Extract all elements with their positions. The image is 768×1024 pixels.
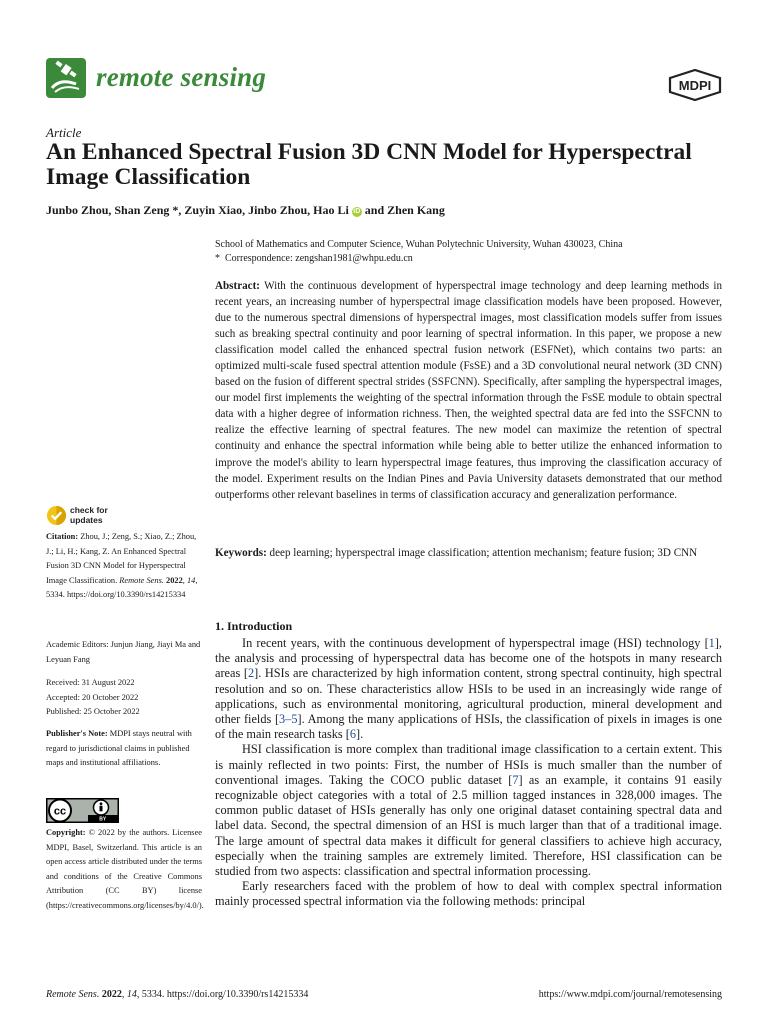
reference-link[interactable]: 6 bbox=[349, 727, 357, 742]
p2-text-b: ] as an example, it contains 91 easily recognizable object categories with a total of 2.5 million tagged instances in 328,000 images. The common public dataset of HSIs generally has only one original dataset containing spectral data and label data. Second, the spectral dimension of an HSI is much larger than that of a traditional image. The large amount of spectral data makes it difficult for general classifiers to achieve high accuracy, especially when the training samples are extremely limited. Therefore, HSI classification can be studied from two aspects: classification and spectral information processing. bbox=[215, 772, 722, 879]
published-date: Published: 25 October 2022 bbox=[46, 707, 140, 717]
check-updates-text bbox=[70, 506, 108, 525]
introduction-body bbox=[215, 636, 722, 910]
cc-by-label: BY bbox=[99, 816, 107, 823]
footer-citation: Remote Sens. 2022, 14, 5334. https://doi.org/10.3390/rs14215334 bbox=[46, 989, 309, 1000]
footer-volume: 14 bbox=[126, 989, 137, 1000]
abstract-label: Abstract: bbox=[215, 280, 260, 292]
p1-text-c: ]. HSIs are characterized by high information content, strong spectral continuity, high spectral resolution and so on. These characteristics allow HSIs to be used in an increasingly wide range of applications, such as environmental monitoring, agricultural production, mineral development and other fields [ bbox=[215, 666, 722, 727]
citation-authors: Zhou, J.; Zeng, S.; Xiao, Z.; Zhou, J.; Li, H.; Kang, Z. An Enhanced Spectral Fusion 3D CNN Model for Hyperspectral Image Classification. bbox=[46, 532, 197, 585]
journal-name: remote sensing bbox=[96, 62, 267, 92]
check-for-updates-badge[interactable] bbox=[46, 505, 126, 527]
cc-label: cc bbox=[53, 805, 67, 818]
correspondence-email[interactable]: Correspondence: zengshan1981@whpu.edu.cn bbox=[225, 253, 413, 264]
publisher-note-label: Publisher's Note: bbox=[46, 729, 108, 738]
footer-journal: Remote Sens. bbox=[46, 989, 100, 1000]
reference-link[interactable]: 2 bbox=[247, 666, 255, 681]
article-title: An Enhanced Spectral Fusion 3D CNN Model for Hyperspectral Image Classification bbox=[46, 139, 692, 190]
publication-dates bbox=[46, 676, 202, 720]
copyright-label: Copyright: bbox=[46, 828, 86, 837]
satellite-logo-icon bbox=[46, 58, 86, 98]
footer-doi[interactable]: , 5334. https://doi.org/10.3390/rs14215334 bbox=[136, 989, 309, 1000]
publisher-note-text: MDPI stays neutral with regard to jurisdictional claims in published maps and institutional affiliations. bbox=[46, 729, 192, 768]
publisher-note bbox=[46, 727, 202, 771]
received-date: Received: 31 August 2022 bbox=[46, 678, 135, 687]
authors-tail: and Zhen Kang bbox=[364, 203, 445, 217]
p1-text-d: ]. Among the many applications of HSIs, the classification of pixels in images is one of the main research tasks [ bbox=[215, 712, 722, 742]
affiliation: School of Mathematics and Computer Science, Wuhan Polytechnic University, Wuhan 430023, China bbox=[215, 239, 623, 250]
correspondence-mark: * bbox=[215, 253, 220, 264]
keywords-text: deep learning; hyperspectral image classification; attention mechanism; feature fusion; 3D CNN bbox=[269, 547, 698, 559]
citation-year: 2022 bbox=[166, 575, 183, 585]
check-updates-line2: updates bbox=[70, 514, 103, 525]
check-updates-line1: check for bbox=[70, 505, 108, 515]
academic-editors: Academic Editors: Junjun Jiang, Jiayi Ma and Leyuan Fang bbox=[46, 640, 201, 664]
correspondence bbox=[215, 253, 413, 264]
mdpi-logo-icon bbox=[668, 69, 722, 101]
keywords-label: Keywords: bbox=[215, 547, 267, 559]
footer-journal-url[interactable]: https://www.mdpi.com/journal/remotesensing bbox=[538, 989, 722, 1000]
citation-volume: 14 bbox=[186, 575, 196, 585]
reference-link[interactable]: 7 bbox=[512, 772, 519, 787]
p1-text-b: ], the analysis and processing of hyperspectral data has become one of the hotspots in many research areas [ bbox=[215, 636, 722, 681]
copyright bbox=[46, 826, 202, 914]
citation-journal: Remote Sens. bbox=[119, 575, 164, 585]
orcid-icon[interactable]: iD bbox=[353, 208, 361, 215]
accepted-date: Accepted: 20 October 2022 bbox=[46, 692, 139, 702]
citation: Citation: Zhou, J.; Zeng, S.; Xiao, Z.; Zhou, J.; Li, H.; Kang, Z. An Enhanced Spectral Fusion 3D CNN Model for Hyperspectral Image Classification. Remote Sens. 2022, 14, 5334. https://doi.org/10.3390/rs14215334 bbox=[46, 532, 198, 600]
citation-doi[interactable]: 5334. https://doi.org/10.3390/rs14215334 bbox=[46, 590, 186, 600]
intro-paragraph-2 bbox=[215, 742, 722, 879]
abstract-text: With the continuous development of hyperspectral image technology and deep learning methods in recent years, an increasing number of hyperspectral image classification models have been proposed. However, due to the numerous spectral dimensions of hyperspectral images, most classification models suffer from issues such as breaking spectral continuity and poor learning of spectral information. In this paper, we propose a new classification model called the enhanced spectral fusion network (ESFNet), which contains two parts: an optimized multi-scale fused spectral attention module (FsSE) and a 3D convolutional neural network (3D CNN) based on the fusion of different spectral strides (SSFCNN). Specifically, after sampling the hyperspectral images, our model first implements the weighting of the spectral information through the FsSE module to obtain spectral data with a higher degree of information richness. Then, the weighted spectral data are fed into the SSFCNN to realize the effective learning of spectral features. The new model can maximize the retention of spectral continuity and enhance the spectral information while being able to better utilize the enhanced information to improve the model's ability to learn hyperspectral image features, thus improving the classification accuracy of the model. Experiment results on the Indian Pines and Pavia University datasets demonstrated that our method outperforms other relevant baselines in terms of classification accuracy and generalization performance. bbox=[215, 280, 722, 501]
article-type: Article bbox=[46, 125, 82, 140]
section-heading: 1. Introduction bbox=[215, 619, 293, 633]
footer-year: 2022 bbox=[101, 989, 122, 1000]
cc-by-license-icon[interactable] bbox=[46, 798, 119, 823]
reference-link[interactable]: 1 bbox=[708, 636, 715, 650]
check-updates-icon bbox=[46, 505, 67, 526]
author-list bbox=[46, 203, 445, 218]
copyright-text: © 2022 by the authors. Licensee MDPI, Basel, Switzerland. This article is an open access article distributed under the terms and conditions of the Creative Commons Attribution (CC BY) license (https://creativecommons.org/licenses/by/4.0/). bbox=[46, 828, 204, 910]
authors-main: Junbo Zhou, Shan Zeng *, Zuyin Xiao, Jinbo Zhou, Hao Li bbox=[46, 203, 349, 217]
abstract bbox=[215, 278, 722, 503]
publisher-name: MDPI bbox=[678, 78, 712, 93]
p2-text-a: HSI classification is more complex than traditional image classification to a certain extent. This is mainly reflected in two points: First, the number of HSIs is much smaller than the number of conventional images. Taking the COCO public dataset [ bbox=[215, 742, 722, 787]
p1-text-a: In recent years, with the continuous development of hyperspectral image (HSI) technology [ bbox=[242, 636, 709, 650]
reference-link[interactable]: 3–5 bbox=[279, 712, 298, 727]
citation-label: Citation: bbox=[46, 532, 79, 541]
intro-paragraph-3: Early researchers faced with the problem of how to deal with complex spectral information mainly processed spectral information via the following methods: principal bbox=[215, 879, 722, 909]
intro-paragraph-1 bbox=[215, 636, 722, 742]
keywords bbox=[215, 545, 722, 561]
p1-text-e: ]. bbox=[356, 727, 364, 742]
